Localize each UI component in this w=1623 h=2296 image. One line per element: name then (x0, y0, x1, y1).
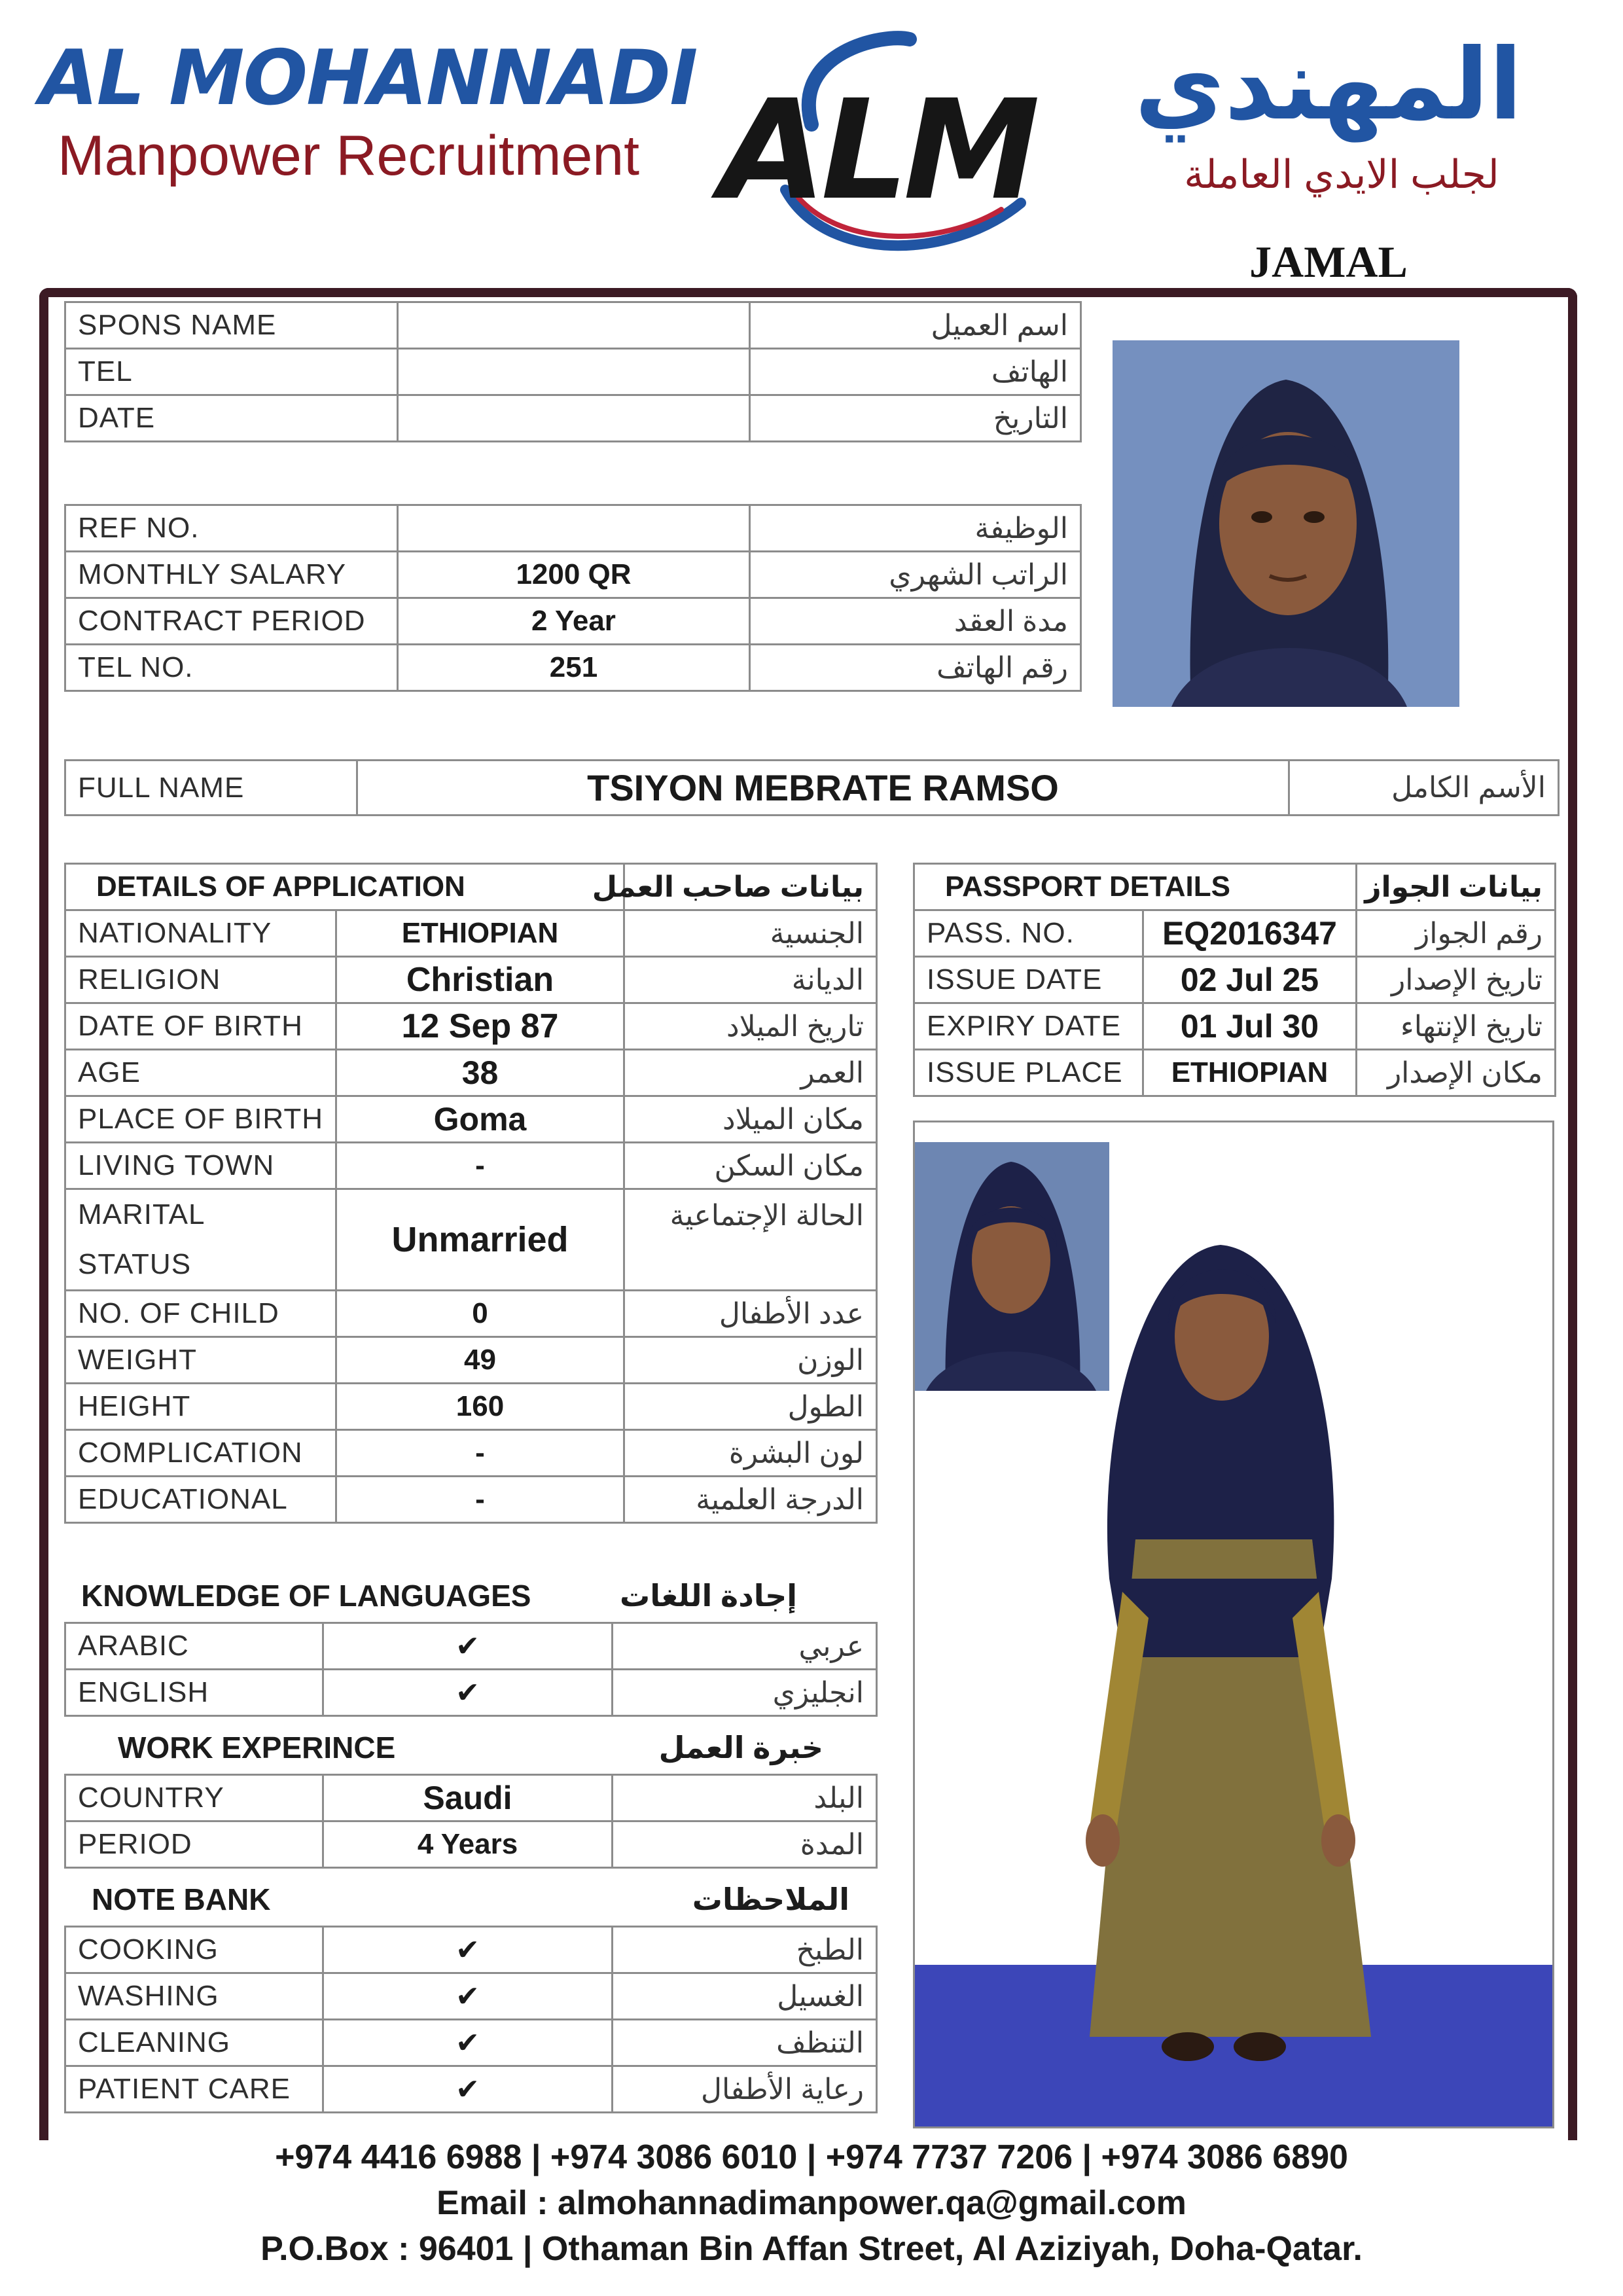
experience-section-title-arabic: خبرة العمل (658, 1731, 823, 1765)
table-row (65, 1096, 877, 1143)
period-value: 4 Years (323, 1821, 613, 1868)
table-row (65, 1291, 877, 1337)
languages-section-header (64, 1571, 876, 1621)
row-label: CLEANING (65, 2020, 323, 2066)
experience-table (64, 1774, 878, 1869)
job-table (64, 504, 1082, 692)
languages-section-title-arabic: إجادة اللغات (619, 1579, 797, 1613)
check-icon: ✔ (323, 1973, 613, 2020)
row-label: ENGLISH (65, 1670, 323, 1716)
experience-section-title: WORK EXPERINCE (118, 1731, 396, 1765)
logo-text: ALM (720, 70, 1035, 230)
table-row (65, 1821, 877, 1868)
table-row (65, 1003, 877, 1050)
row-label: TEL (65, 349, 398, 395)
notes-section-header (64, 1874, 876, 1924)
religion-value: Christian (336, 957, 624, 1003)
marital-label-line2: STATUS (78, 1248, 192, 1280)
row-label (65, 1189, 336, 1291)
application-details-table (64, 863, 878, 1524)
row-label-arabic: الطول (624, 1384, 877, 1430)
check-icon: ✔ (323, 2066, 613, 2113)
table-row (65, 505, 1081, 552)
educational-value: - (336, 1477, 624, 1523)
row-label-arabic: البلد (613, 1775, 877, 1821)
row-label: REF NO. (65, 505, 398, 552)
row-label-arabic: رقم الهاتف (750, 645, 1081, 691)
row-label-arabic: رقم الجواز (1357, 910, 1556, 957)
sponsor-tel-value (398, 349, 750, 395)
living-town-value: - (336, 1143, 624, 1189)
section-header-row (914, 864, 1556, 910)
row-label-arabic: الوزن (624, 1337, 877, 1384)
table-row (914, 910, 1556, 957)
footer-address: P.O.Box : 96401 | Othaman Bin Affan Street, Al Aziziyah, Doha-Qatar. (260, 2230, 1363, 2268)
table-row (65, 1189, 877, 1291)
table-row (65, 1143, 877, 1189)
row-label: WASHING (65, 1973, 323, 2020)
row-label: HEIGHT (65, 1384, 336, 1430)
row-label: ISSUE PLACE (914, 1050, 1143, 1096)
date-of-birth-value: 12 Sep 87 (336, 1003, 624, 1050)
languages-section-title: KNOWLEDGE OF LANGUAGES (81, 1579, 531, 1613)
row-label: PATIENT CARE (65, 2066, 323, 2113)
table-row (65, 957, 877, 1003)
marital-label-line1: MARITAL (78, 1198, 205, 1230)
row-label: EDUCATIONAL (65, 1477, 336, 1523)
company-tagline-arabic: لجلب الايدي العاملة (1184, 152, 1499, 196)
check-icon: ✔ (323, 1623, 613, 1670)
notes-section-title: NOTE BANK (92, 1882, 271, 1916)
passport-section-title-arabic: بيانات الجواز (1357, 864, 1556, 910)
check-icon: ✔ (323, 2020, 613, 2066)
table-row (65, 2020, 877, 2066)
table-row (65, 1670, 877, 1716)
no-of-child-value: 0 (336, 1291, 624, 1337)
company-tagline-english: Manpower Recruitment (58, 124, 640, 187)
passport-number-value: EQ2016347 (1143, 910, 1357, 957)
row-label-arabic: انجليزي (613, 1670, 877, 1716)
contract-period-value: 2 Year (398, 598, 750, 645)
row-label-arabic: الحالة الإجتماعية (624, 1189, 877, 1291)
table-row (65, 552, 1081, 598)
table-row (65, 302, 1081, 349)
full-name-value: TSIYON MEBRATE RAMSO (357, 761, 1289, 816)
row-label-arabic: المدة (613, 1821, 877, 1868)
table-row (65, 1623, 877, 1670)
table-row (65, 349, 1081, 395)
check-icon: ✔ (323, 1670, 613, 1716)
row-label: NO. OF CHILD (65, 1291, 336, 1337)
row-label-arabic: الوظيفة (750, 505, 1081, 552)
row-label: LIVING TOWN (65, 1143, 336, 1189)
table-row (65, 910, 877, 957)
photo-area-border (913, 1121, 1554, 2128)
row-label: COOKING (65, 1927, 323, 1973)
marital-status-value: Unmarried (336, 1189, 624, 1291)
weight-value: 49 (336, 1337, 624, 1384)
country-value: Saudi (323, 1775, 613, 1821)
section-header-row (65, 864, 877, 910)
row-label-arabic: تاريخ الإنتهاء (1357, 1003, 1556, 1050)
table-row (65, 645, 1081, 691)
row-label: RELIGION (65, 957, 336, 1003)
table-row (65, 761, 1559, 816)
row-label-arabic: عربي (613, 1623, 877, 1670)
row-label-arabic: لون البشرة (624, 1430, 877, 1477)
application-section-title-arabic: بيانات صاحب العمل (624, 864, 877, 910)
application-section-title: DETAILS OF APPLICATION (65, 864, 624, 910)
table-row (65, 1430, 877, 1477)
company-logo (713, 26, 1054, 249)
row-label-arabic: الطبخ (613, 1927, 877, 1973)
passport-table (913, 863, 1556, 1097)
row-label: AGE (65, 1050, 336, 1096)
row-label: PLACE OF BIRTH (65, 1096, 336, 1143)
monthly-salary-value: 1200 QR (398, 552, 750, 598)
nationality-value: ETHIOPIAN (336, 910, 624, 957)
agent-name: JAMAL (1249, 237, 1408, 287)
table-row (65, 1775, 877, 1821)
row-label: EXPIRY DATE (914, 1003, 1143, 1050)
row-label: PERIOD (65, 1821, 323, 1868)
row-label-arabic: الراتب الشهري (750, 552, 1081, 598)
row-label-arabic: عدد الأطفال (624, 1291, 877, 1337)
row-label-arabic: التنظف (613, 2020, 877, 2066)
row-label-arabic: الجنسية (624, 910, 877, 957)
portrait-illustration (1113, 340, 1459, 707)
notes-table (64, 1926, 878, 2113)
row-label: CONTRACT PERIOD (65, 598, 398, 645)
row-label-arabic: الدرجة العلمية (624, 1477, 877, 1523)
height-value: 160 (336, 1384, 624, 1430)
complication-value: - (336, 1430, 624, 1477)
table-row (65, 1927, 877, 1973)
table-row (65, 1050, 877, 1096)
table-row (65, 2066, 877, 2113)
row-label-arabic: تاريخ الميلاد (624, 1003, 877, 1050)
row-label: SPONS NAME (65, 302, 398, 349)
notes-section-title-arabic: الملاحظات (692, 1882, 849, 1916)
row-label-arabic: مكان السكن (624, 1143, 877, 1189)
table-row (914, 1003, 1556, 1050)
row-label-arabic: رعاية الأطفال (613, 2066, 877, 2113)
passport-section-title: PASSPORT DETAILS (914, 864, 1357, 910)
issue-place-value: ETHIOPIAN (1143, 1050, 1357, 1096)
row-label-arabic: مكان الميلاد (624, 1096, 877, 1143)
ref-no-value (398, 505, 750, 552)
table-row (65, 1337, 877, 1384)
table-row (65, 395, 1081, 442)
row-label-arabic: مكان الإصدار (1357, 1050, 1556, 1096)
place-of-birth-value: Goma (336, 1096, 624, 1143)
experience-section-header (64, 1723, 876, 1772)
table-row (914, 957, 1556, 1003)
row-label-arabic: الهاتف (750, 349, 1081, 395)
company-name-arabic: المهندي (1134, 28, 1523, 142)
expiry-date-value: 01 Jul 30 (1143, 1003, 1357, 1050)
row-label: PASS. NO. (914, 910, 1143, 957)
row-label: ARABIC (65, 1623, 323, 1670)
sponsor-name-value (398, 302, 750, 349)
footer-email: Email : almohannadimanpower.qa@gmail.com (437, 2184, 1186, 2222)
tel-no-value: 251 (398, 645, 750, 691)
row-label-arabic: التاريخ (750, 395, 1081, 442)
row-label: NATIONALITY (65, 910, 336, 957)
sponsor-date-value (398, 395, 750, 442)
row-label: TEL NO. (65, 645, 398, 691)
full-name-label: FULL NAME (65, 761, 357, 816)
age-value: 38 (336, 1050, 624, 1096)
row-label: DATE (65, 395, 398, 442)
table-row (65, 1477, 877, 1523)
row-label: ISSUE DATE (914, 957, 1143, 1003)
footer-phones: +974 4416 6988 | +974 3086 6010 | +974 7737 7206 | +974 3086 6890 (275, 2138, 1348, 2176)
row-label: MONTHLY SALARY (65, 552, 398, 598)
row-label-arabic: الديانة (624, 957, 877, 1003)
row-label-arabic: تاريخ الإصدار (1357, 957, 1556, 1003)
row-label-arabic: اسم العميل (750, 302, 1081, 349)
row-label: COUNTRY (65, 1775, 323, 1821)
full-name-label-arabic: الأسم الكامل (1289, 761, 1559, 816)
row-label: DATE OF BIRTH (65, 1003, 336, 1050)
row-label-arabic: مدة العقد (750, 598, 1081, 645)
table-row (914, 1050, 1556, 1096)
languages-table (64, 1622, 878, 1717)
table-row (65, 1973, 877, 2020)
issue-date-value: 02 Jul 25 (1143, 957, 1357, 1003)
sponsor-table (64, 301, 1082, 442)
check-icon: ✔ (323, 1927, 613, 1973)
row-label: WEIGHT (65, 1337, 336, 1384)
full-name-table (64, 759, 1560, 816)
table-row (65, 1384, 877, 1430)
row-label-arabic: الغسيل (613, 1973, 877, 2020)
row-label: COMPLICATION (65, 1430, 336, 1477)
row-label-arabic: العمر (624, 1050, 877, 1096)
company-name-english: AL MOHANNADI (39, 34, 697, 122)
table-row (65, 598, 1081, 645)
portrait-photo (1113, 340, 1459, 707)
